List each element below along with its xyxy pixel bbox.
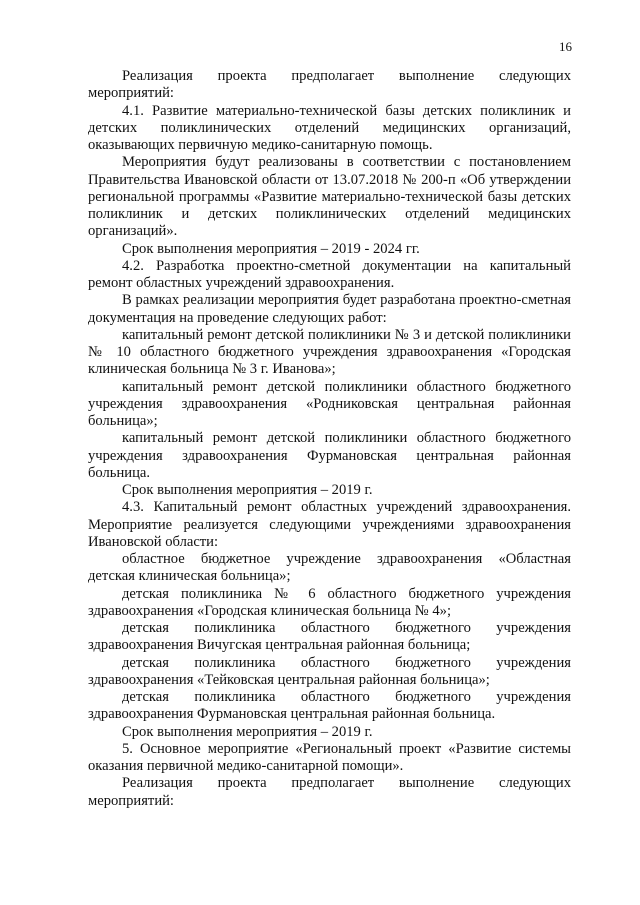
paragraph: 5. Основное мероприятие «Региональный проект «Развитие системы оказания первичной медико-санитарной помощи». <box>88 740 571 774</box>
paragraph: детская поликлиника областного бюджетного учреждения здравоохранения «Тейковская центральная районная больница»; <box>88 654 571 688</box>
page-number: 16 <box>559 39 572 54</box>
paragraph: Срок выполнения мероприятия – 2019 г. <box>122 723 373 740</box>
paragraph: детская поликлиника областного бюджетного учреждения здравоохранения Фурмановская центральная районная больница. <box>88 689 571 723</box>
paragraph: 4.1. Развитие материально-технической базы детских поликлиник и детских поликлинических отделений медицинских организаций, оказывающих первичную медико-санитарную помощь. <box>88 102 571 153</box>
paragraph: Мероприятия будут реализованы в соответствии с постановлением Правительства Ивановской области от 13.07.2018 № 200-п «Об утверждении региональной программы «Развитие материально-технической базы детских поликлиник и детских поликлинических отделений медицинских организаций». <box>88 154 571 240</box>
paragraph: капитальный ремонт детской поликлиники областного бюджетного учреждения здравоохранения «Родниковская центральная районная больница»; <box>88 378 571 429</box>
paragraph: областное бюджетное учреждение здравоохранения «Областная детская клиническая больница»; <box>88 551 571 585</box>
paragraph: Реализация проекта предполагает выполнение следующих мероприятий: <box>88 68 571 102</box>
paragraph: 4.2. Разработка проектно-сметной документации на капитальный ремонт областных учреждений здравоохранения. <box>88 257 571 291</box>
paragraph: детская поликлиника областного бюджетного учреждения здравоохранения Вичугская центральная районная больница; <box>88 620 571 654</box>
paragraph: 4.3. Капитальный ремонт областных учреждений здравоохранения. Мероприятие реализуется следующими учреждениями здравоохранения Ивановской области: <box>88 499 571 550</box>
paragraph: детская поликлиника № 6 областного бюджетного учреждения здравоохранения «Городская клиническая больница № 4»; <box>88 585 571 619</box>
paragraph: капитальный ремонт детской поликлиники № 3 и детской поликлиники № 10 областного бюджетного учреждения здравоохранения «Городская клиническая больница № 3 г. Иванова»; <box>88 326 571 378</box>
paragraph: капитальный ремонт детской поликлиники областного бюджетного учреждения здравоохранения Фурмановская центральная районная больница. <box>88 430 571 481</box>
paragraph: Реализация проекта предполагает выполнение следующих мероприятий: <box>88 775 571 809</box>
paragraph: Срок выполнения мероприятия – 2019 - 2024 гг. <box>122 240 420 257</box>
paragraph: В рамках реализации мероприятия будет разработана проектно-сметная документация на проведение следующих работ: <box>88 292 571 326</box>
paragraph: Срок выполнения мероприятия – 2019 г. <box>122 482 373 498</box>
document-body <box>88 68 571 810</box>
